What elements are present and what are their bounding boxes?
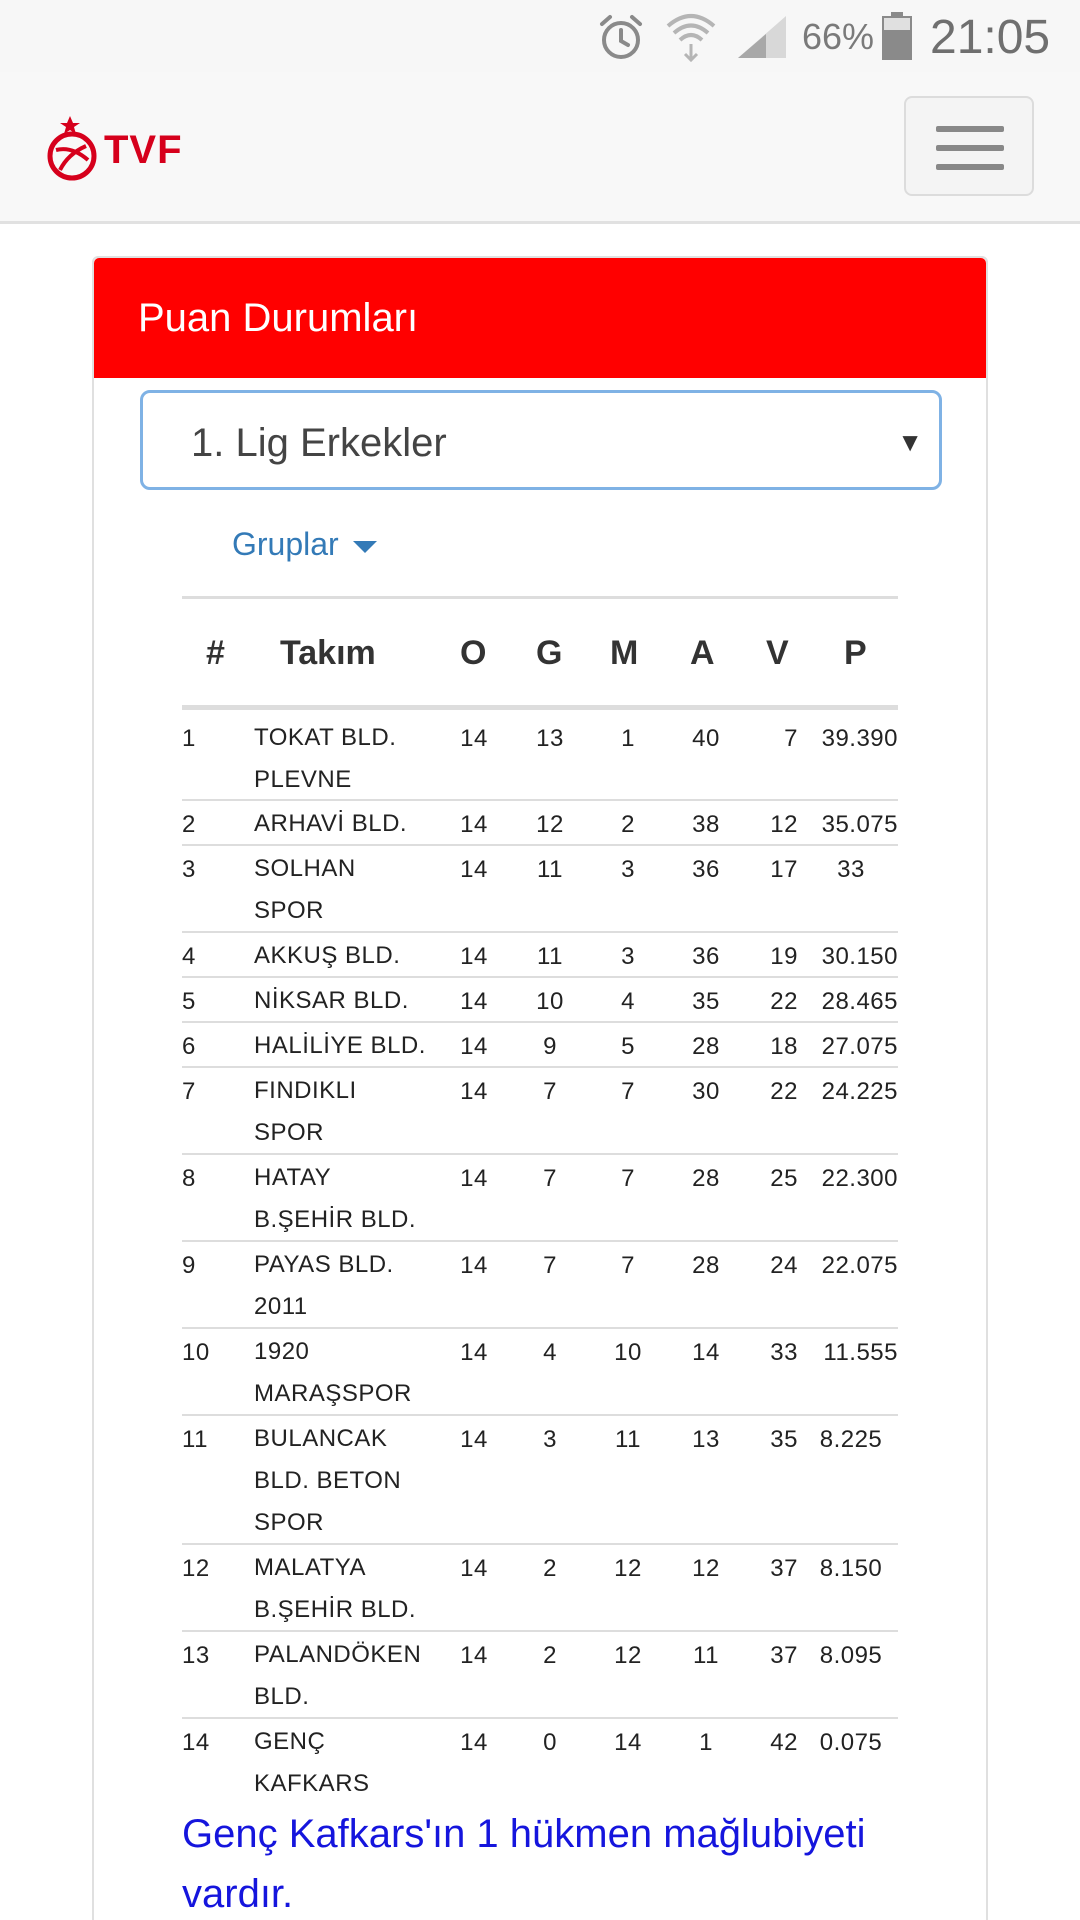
cell-team: BULANCAK BLD. BETON SPOR — [254, 1425, 402, 1536]
cell-a: 28 — [692, 1252, 720, 1279]
cell-g: 7 — [543, 1078, 557, 1105]
header-p: P — [844, 634, 867, 672]
cell-o: 14 — [460, 1078, 488, 1105]
clock: 21:05 — [930, 11, 1051, 64]
header-v: V — [766, 634, 789, 672]
dropdown-arrow-icon: ▼ — [897, 427, 923, 457]
cell-v: 37 — [770, 1642, 798, 1669]
cell-v: 19 — [770, 943, 798, 970]
cell-g: 2 — [543, 1555, 557, 1582]
signal-icon — [736, 14, 788, 60]
cell-m: 5 — [621, 1033, 635, 1060]
hamburger-menu-icon — [936, 126, 1004, 132]
cell-team: GENÇ KAFKARS — [254, 1728, 370, 1797]
cell-m: 1 — [621, 725, 635, 752]
cell-p: 11.555 — [823, 1339, 898, 1366]
cell-p: 27.075 — [821, 1033, 898, 1060]
alarm-icon — [596, 12, 646, 62]
table-row — [182, 1329, 898, 1416]
cell-rank: 3 — [182, 856, 196, 883]
cell-team: HALİLİYE BLD. — [254, 1032, 426, 1059]
cell-team: 1920 MARAŞSPOR — [254, 1338, 412, 1407]
table-row — [182, 1023, 898, 1068]
cell-g: 12 — [536, 811, 564, 838]
table-row — [182, 933, 898, 978]
cell-m: 7 — [621, 1252, 635, 1279]
cell-o: 14 — [460, 1033, 488, 1060]
cell-o: 14 — [460, 1426, 488, 1453]
cell-a: 14 — [692, 1339, 720, 1366]
table-row — [182, 1155, 898, 1242]
cell-v: 24 — [770, 1252, 798, 1279]
cell-team: HATAY B.ŞEHİR BLD. — [254, 1164, 417, 1233]
cell-g: 11 — [537, 856, 563, 883]
cell-m: 10 — [614, 1339, 642, 1366]
cell-a: 38 — [692, 811, 720, 838]
table-row — [182, 1719, 898, 1806]
cell-o: 14 — [460, 1729, 488, 1756]
cell-g: 9 — [543, 1033, 557, 1060]
header-rank: # — [206, 634, 225, 672]
tvf-logo-icon[interactable] — [42, 116, 112, 182]
groups-label: Gruplar — [232, 526, 339, 562]
cell-v: 17 — [770, 856, 798, 883]
groups-dropdown[interactable] — [232, 526, 377, 563]
table-row — [182, 978, 898, 1023]
cell-p: 35.075 — [821, 811, 898, 838]
cell-m: 12 — [614, 1555, 642, 1582]
cell-a: 12 — [692, 1555, 720, 1582]
cell-o: 14 — [460, 1642, 488, 1669]
cell-m: 14 — [614, 1729, 642, 1756]
cell-p: 22.075 — [821, 1252, 898, 1279]
cell-g: 13 — [536, 725, 564, 752]
cell-p: 33 — [837, 856, 865, 883]
cell-v: 42 — [770, 1729, 798, 1756]
cell-rank: 2 — [182, 811, 196, 838]
cell-v: 22 — [770, 1078, 798, 1105]
cell-g: 0 — [543, 1729, 557, 1756]
cell-rank: 4 — [182, 943, 196, 970]
cell-v: 7 — [784, 725, 798, 752]
cell-o: 14 — [460, 1252, 488, 1279]
cell-a: 28 — [692, 1033, 720, 1060]
cell-v: 37 — [770, 1555, 798, 1582]
cell-a: 11 — [693, 1642, 719, 1669]
cell-m: 3 — [621, 856, 635, 883]
table-row — [182, 846, 898, 933]
cell-p: 22.300 — [821, 1165, 898, 1192]
cell-v: 22 — [770, 988, 798, 1015]
cell-o: 14 — [460, 856, 488, 883]
cell-a: 13 — [692, 1426, 720, 1453]
cell-team: NİKSAR BLD. — [254, 987, 409, 1014]
panel-header — [94, 258, 986, 378]
cell-g: 11 — [537, 943, 563, 970]
header-team: Takım — [280, 634, 376, 672]
cell-a: 30 — [692, 1078, 720, 1105]
app-bar — [0, 72, 1080, 224]
cell-m: 3 — [621, 943, 635, 970]
cell-g: 10 — [536, 988, 564, 1015]
cell-rank: 5 — [182, 988, 196, 1015]
cell-rank: 6 — [182, 1033, 196, 1060]
forfeit-note: Genç Kafkars'ın 1 hükmen mağlubiyeti vardır. — [182, 1812, 866, 1916]
league-select-value: 1. Lig Erkekler — [191, 421, 447, 465]
cell-m: 11 — [615, 1426, 641, 1453]
table-row — [182, 1416, 898, 1545]
table-row — [182, 1242, 898, 1329]
cell-team: AKKUŞ BLD. — [254, 942, 401, 969]
table-row — [182, 1632, 898, 1719]
battery-percent: 66% — [802, 16, 875, 57]
cell-rank: 7 — [182, 1078, 196, 1105]
header-o: O — [460, 634, 487, 672]
cell-v: 25 — [770, 1165, 798, 1192]
cell-a: 28 — [692, 1165, 720, 1192]
caret-down-icon — [353, 541, 377, 553]
cell-p: 8.095 — [819, 1642, 883, 1669]
panel-title: Puan Durumları — [138, 296, 419, 340]
cell-o: 14 — [460, 1339, 488, 1366]
cell-rank: 9 — [182, 1252, 196, 1279]
cell-a: 1 — [699, 1729, 713, 1756]
cell-rank: 10 — [182, 1339, 210, 1366]
cell-p: 8.150 — [819, 1555, 883, 1582]
cell-rank: 12 — [182, 1555, 210, 1582]
table-row — [182, 1068, 898, 1155]
cell-o: 14 — [460, 811, 488, 838]
header-g: G — [536, 634, 563, 672]
cell-v: 18 — [770, 1033, 798, 1060]
cell-rank: 8 — [182, 1165, 196, 1192]
cell-m: 7 — [621, 1165, 635, 1192]
cell-o: 14 — [460, 725, 488, 752]
cell-p: 24.225 — [821, 1078, 898, 1105]
cell-a: 36 — [692, 856, 720, 883]
cell-team: SOLHAN SPOR — [254, 855, 356, 924]
cell-m: 4 — [621, 988, 635, 1015]
table-row — [182, 715, 898, 801]
cell-p: 39.390 — [821, 725, 898, 752]
cell-team: PAYAS BLD. 2011 — [254, 1251, 394, 1320]
header-a: A — [690, 634, 715, 672]
cell-rank: 14 — [182, 1729, 210, 1756]
cell-g: 2 — [543, 1642, 557, 1669]
cell-rank: 11 — [182, 1426, 208, 1453]
cell-v: 35 — [770, 1426, 798, 1453]
battery-icon — [882, 12, 912, 60]
cell-team: TOKAT BLD. PLEVNE — [254, 724, 397, 793]
league-select[interactable] — [140, 390, 942, 490]
cell-p: 30.150 — [821, 943, 898, 970]
status-bar — [0, 0, 1080, 72]
cell-a: 40 — [692, 725, 720, 752]
table-row — [182, 801, 898, 846]
cell-rank: 13 — [182, 1642, 210, 1669]
logo-text[interactable]: TVF — [104, 128, 183, 172]
cell-a: 36 — [692, 943, 720, 970]
cell-team: ARHAVİ BLD. — [254, 810, 408, 837]
wifi-icon — [664, 10, 718, 62]
table-row — [182, 1545, 898, 1632]
cell-g: 3 — [543, 1426, 557, 1453]
cell-team: FINDIKLI SPOR — [254, 1077, 357, 1146]
cell-m: 2 — [621, 811, 635, 838]
cell-p: 8.225 — [819, 1426, 883, 1453]
cell-p: 28.465 — [821, 988, 898, 1015]
cell-m: 12 — [614, 1642, 642, 1669]
cell-m: 7 — [621, 1078, 635, 1105]
cell-p: 0.075 — [819, 1729, 883, 1756]
cell-o: 14 — [460, 1165, 488, 1192]
cell-v: 12 — [770, 811, 798, 838]
cell-o: 14 — [460, 943, 488, 970]
cell-team: PALANDÖKEN BLD. — [254, 1641, 422, 1710]
cell-g: 7 — [543, 1165, 557, 1192]
cell-o: 14 — [460, 988, 488, 1015]
cell-g: 4 — [543, 1339, 557, 1366]
cell-a: 35 — [692, 988, 720, 1015]
cell-o: 14 — [460, 1555, 488, 1582]
cell-rank: 1 — [182, 725, 196, 752]
cell-v: 33 — [770, 1339, 798, 1366]
cell-g: 7 — [543, 1252, 557, 1279]
header-m: M — [610, 634, 639, 672]
hamburger-menu-button[interactable] — [904, 96, 1034, 196]
table-header — [182, 598, 898, 710]
cell-team: MALATYA B.ŞEHİR BLD. — [254, 1554, 417, 1623]
